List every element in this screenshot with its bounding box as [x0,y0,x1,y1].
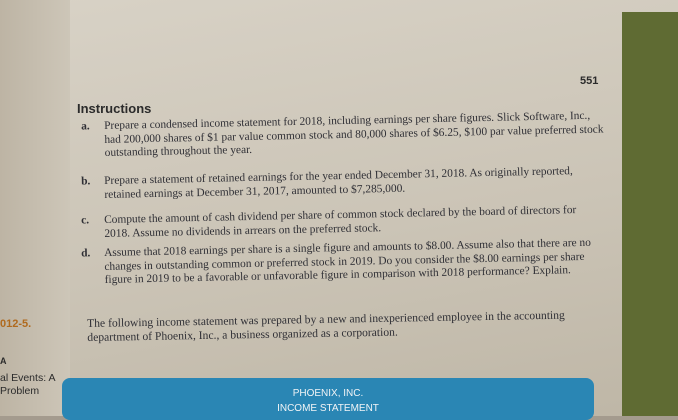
sidebar-problem-label: Problem [0,385,40,397]
sidebar-letter: A [0,356,7,366]
page-left-margin [0,0,70,416]
page-edge-green-bar [622,12,678,416]
item-text: Compute the amount of cash dividend per share of common stock declared by the board of directors for 2018. Assume no dividends in arrears on the preferred stock. [104,204,577,240]
problem-text: The following income statement was prepared by a new and inexperienced employee in the accounting department of Phoenix, Inc., a business organized as a corporation. [87,308,565,344]
item-text: Assume that 2018 earnings per share is a single figure and amounts to $8.00. Assume also that there are no changes in outstanding common or preferred stock in 2019. Do you consider the $8.00 earnings per share figure in 2019 to be a favorable or unfavorable figure in comparison with 2018 performance? Explain. [104,236,591,286]
instructions-heading: Instructions [77,101,152,116]
statement-title: INCOME STATEMENT [277,403,379,414]
problem-number: 012-5. [0,318,32,330]
item-label: d. [81,247,91,260]
item-text: Prepare a condensed income statement for 2018, including earnings per share figures. Slick Software, Inc., had 200,000 shares of $1 par value common stock and 80,000 shares of $6.25, $100 par value preferred stock outstanding throughout the year. [104,109,604,159]
item-label: a. [81,120,90,133]
item-text: Prepare a statement of retained earnings for the year ended December 31, 2018. As originally reported, retained earnings at December 31, 2017, amounted to $7,285,000. [104,165,573,201]
page-number: 551 [580,75,599,87]
statement-company-name: PHOENIX, INC. [292,388,364,399]
item-label: c. [81,214,90,227]
item-label: b. [81,175,91,188]
sidebar-events-label: al Events: A [0,372,56,384]
